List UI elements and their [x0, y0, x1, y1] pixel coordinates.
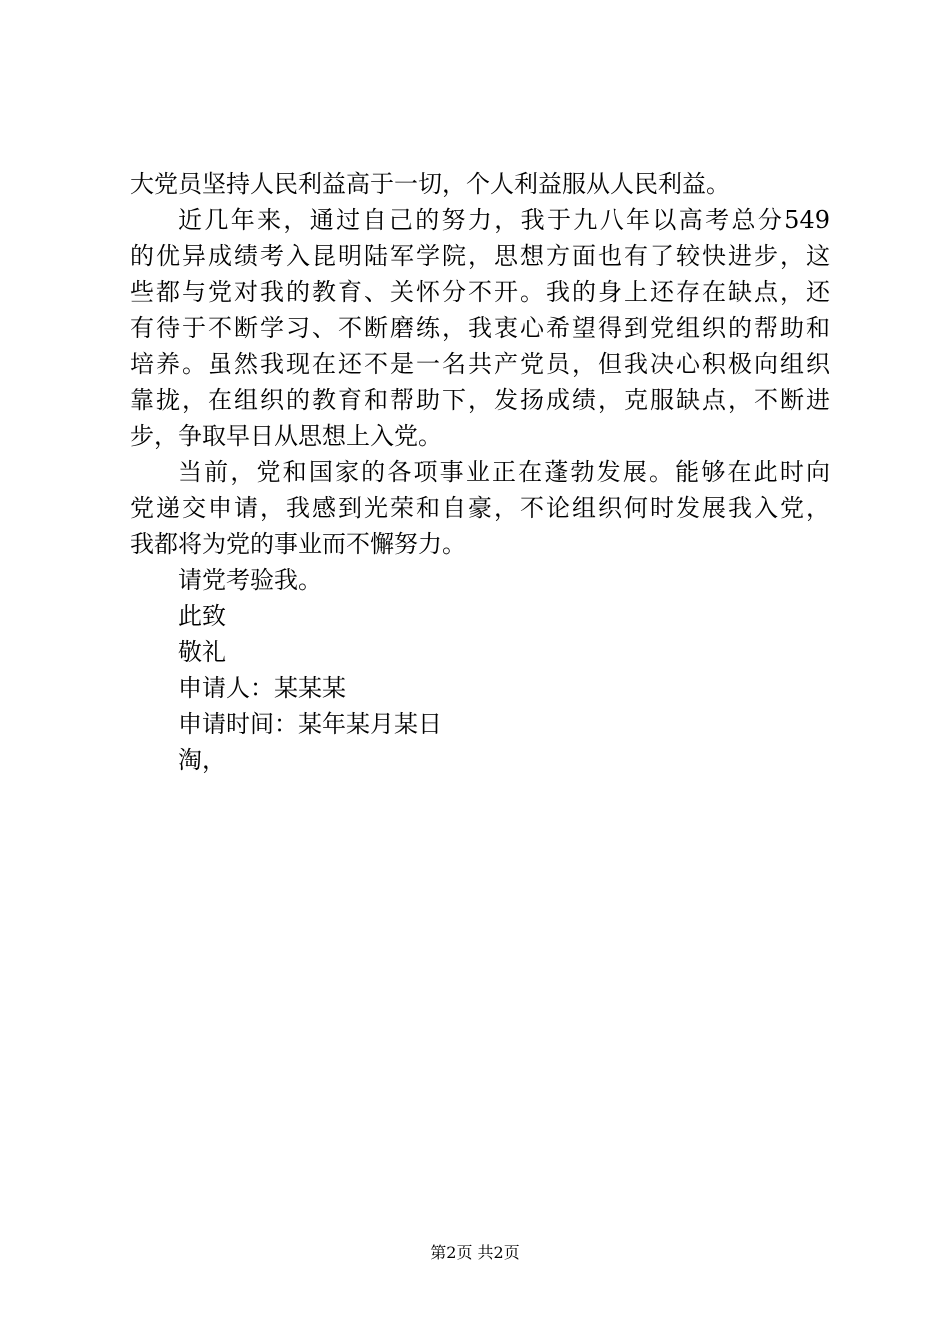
date-line: 申请时间：某年某月某日 [178, 710, 442, 738]
text-line: 大党员坚持人民利益高于一切，个人利益服从人民利益。 [130, 170, 730, 198]
page-number: 第2页 共2页 [430, 1243, 520, 1262]
closing-line: 此致 [178, 602, 226, 630]
text-line: 靠拢，在组织的教育和帮助下，发扬成绩，克服缺点，不断进 [130, 386, 830, 414]
text-line: 些都与党对我的教育、关怀分不开。我的身上还存在缺点，还 [130, 278, 830, 306]
text-line: 的优异成绩考入昆明陆军学院，思想方面也有了较快进步，这 [130, 242, 830, 270]
salutation-line: 敬礼 [178, 638, 226, 666]
text-line: 党递交申请，我感到光荣和自豪，不论组织何时发展我入党， [130, 494, 830, 522]
text-line: 有待于不断学习、不断磨练，我衷心希望得到党组织的帮助和 [130, 314, 830, 342]
text-line: 步，争取早日从思想上入党。 [130, 422, 442, 450]
text-line: 请党考验我。 [178, 566, 322, 594]
text-line: 我都将为党的事业而不懈努力。 [130, 530, 466, 558]
text-line: 近几年来，通过自己的努力，我于九八年以高考总分549 [178, 206, 830, 234]
text-line: 培养。虽然我现在还不是一名共产党员，但我决心积极向组织 [130, 350, 830, 378]
applicant-line: 申请人：某某某 [178, 674, 346, 702]
text-line: 淘， [178, 746, 226, 774]
text-line: 当前，党和国家的各项事业正在蓬勃发展。能够在此时向 [178, 458, 830, 486]
